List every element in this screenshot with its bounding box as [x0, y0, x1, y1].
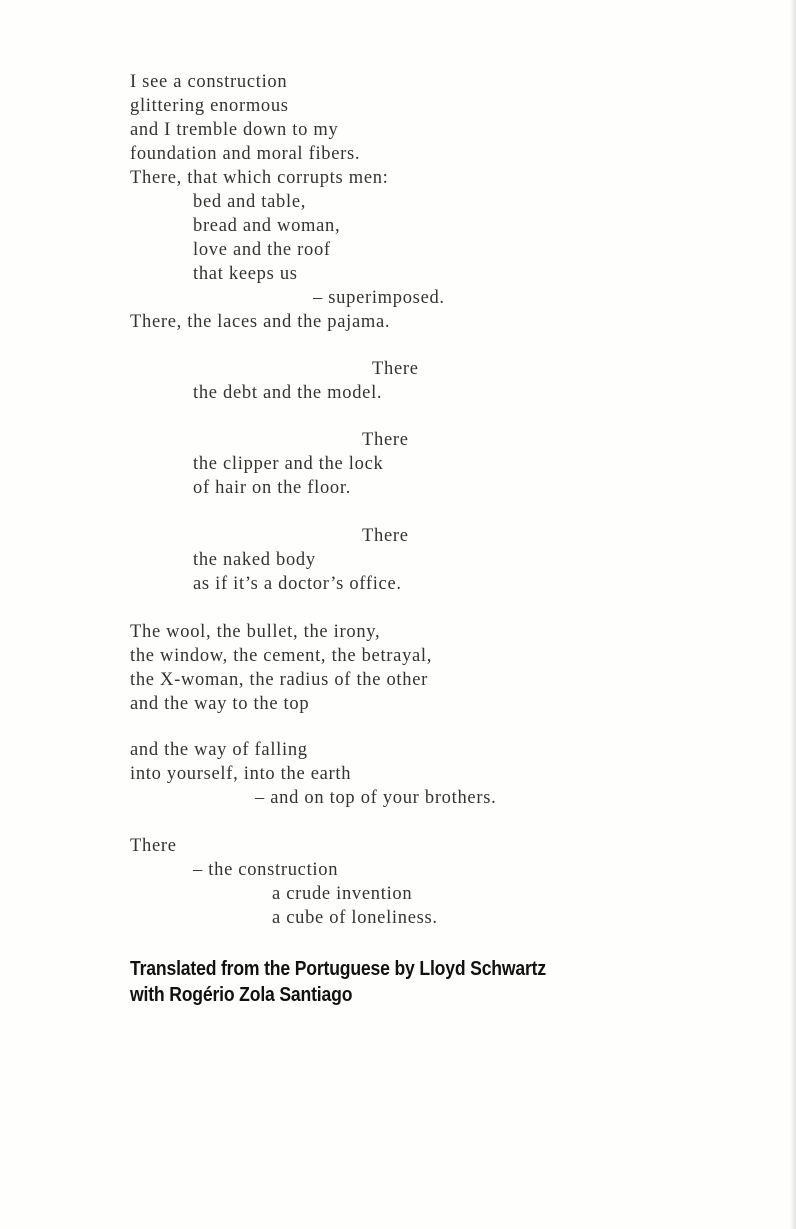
poem-line: the window, the cement, the betrayal,: [130, 646, 433, 666]
poem-line: – and on top of your brothers.: [255, 788, 497, 808]
poem-line: There, that which corrupts men:: [130, 168, 389, 188]
poem-line: bed and table,: [193, 192, 307, 212]
translator-credit: Translated from the Portuguese by Lloyd Schwartz: [130, 958, 546, 980]
poem-line: I see a construction: [130, 72, 288, 92]
poem-line: love and the roof: [193, 240, 331, 260]
poem-line: and the way to the top: [130, 694, 310, 714]
poem-line: glittering enormous: [130, 96, 289, 116]
poem-line: and the way of falling: [130, 740, 308, 760]
poem-line: foundation and moral fibers.: [130, 144, 361, 164]
poem-line: that keeps us: [193, 264, 298, 284]
poem-line: There: [130, 836, 177, 856]
co-translator-credit: with Rogério Zola Santiago: [130, 984, 353, 1006]
poem-line: the clipper and the lock: [193, 454, 384, 474]
poem-line: There: [372, 359, 419, 379]
poem-line: There: [362, 526, 409, 546]
poem-line: the debt and the model.: [193, 383, 383, 403]
poem-line: a crude invention: [272, 884, 413, 904]
poem-line: of hair on the floor.: [193, 478, 352, 498]
poem-line: the naked body: [193, 550, 316, 570]
poem-line: into yourself, into the earth: [130, 764, 352, 784]
poem-line: bread and woman,: [193, 216, 341, 236]
poem-line: The wool, the bullet, the irony,: [130, 622, 381, 642]
poem-line: – superimposed.: [313, 288, 445, 308]
poem-line: There: [362, 430, 409, 450]
poem-line: and I tremble down to my: [130, 120, 339, 140]
poem-line: the X-woman, the radius of the other: [130, 670, 428, 690]
poem-line: There, the laces and the pajama.: [130, 312, 391, 332]
poem-line: as if it’s a doctor’s office.: [193, 574, 402, 594]
poem-line: – the construction: [193, 860, 339, 880]
poem-line: a cube of loneliness.: [272, 908, 438, 928]
